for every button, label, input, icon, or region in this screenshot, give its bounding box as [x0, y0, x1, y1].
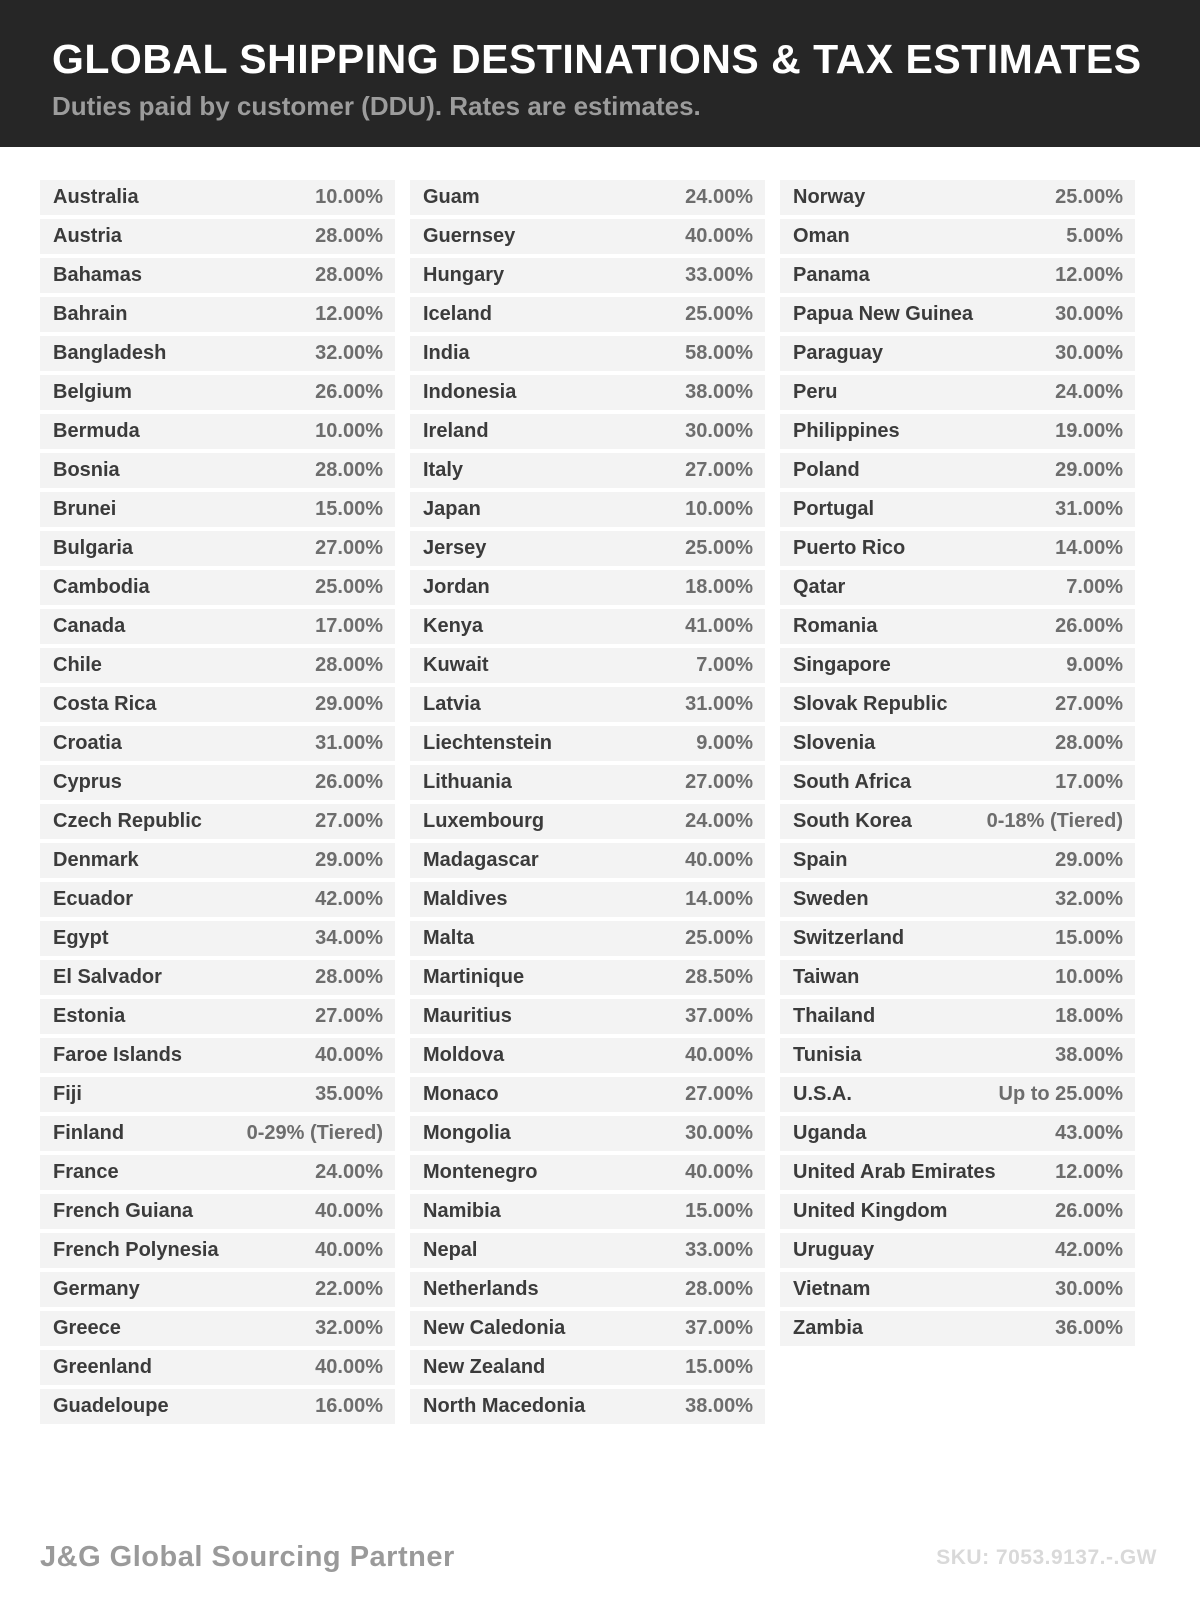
table-row [410, 1233, 765, 1268]
table-row [410, 531, 765, 566]
rate-column [410, 180, 765, 1424]
tax-rate-table [40, 180, 1165, 1424]
country-label: Egypt [53, 927, 109, 949]
country-label: Chile [53, 654, 102, 676]
rate-value: 41.00% [685, 615, 753, 637]
rate-value: 38.00% [685, 381, 753, 403]
table-row [780, 258, 1135, 293]
rate-value: 10.00% [685, 498, 753, 520]
country-label: Belgium [53, 381, 132, 403]
table-row [410, 1272, 765, 1307]
table-row [40, 1389, 395, 1424]
table-row [410, 180, 765, 215]
rate-value: 31.00% [1055, 498, 1123, 520]
table-row [780, 1272, 1135, 1307]
rate-value: 27.00% [685, 1083, 753, 1105]
rate-value: 40.00% [315, 1200, 383, 1222]
country-label: New Caledonia [423, 1317, 566, 1339]
table-row [780, 1233, 1135, 1268]
rate-value: 15.00% [315, 498, 383, 520]
rate-value: 37.00% [685, 1005, 753, 1027]
rate-value: 29.00% [1055, 459, 1123, 481]
table-row [780, 804, 1135, 839]
country-label: Romania [793, 615, 878, 637]
table-row [780, 297, 1135, 332]
rate-value: 40.00% [315, 1044, 383, 1066]
rate-value: 40.00% [685, 849, 753, 871]
country-label: Denmark [53, 849, 139, 871]
country-label: Cambodia [53, 576, 150, 598]
header-banner [0, 0, 1200, 147]
table-row [780, 1311, 1135, 1346]
rate-value: 14.00% [1055, 537, 1123, 559]
table-row [410, 765, 765, 800]
rate-value: 32.00% [315, 1317, 383, 1339]
country-label: Jersey [423, 537, 487, 559]
table-row [40, 258, 395, 293]
country-label: Estonia [53, 1005, 126, 1027]
country-label: South Africa [793, 771, 912, 793]
rate-value: 40.00% [685, 1161, 753, 1183]
table-row [40, 375, 395, 410]
rate-value: 38.00% [1055, 1044, 1123, 1066]
country-label: Guadeloupe [53, 1395, 169, 1417]
country-label: French Polynesia [53, 1239, 219, 1261]
country-label: Indonesia [423, 381, 517, 403]
rate-value: 25.00% [315, 576, 383, 598]
country-label: Madagascar [423, 849, 539, 871]
country-label: North Macedonia [423, 1395, 586, 1417]
country-label: Poland [793, 459, 860, 481]
table-row [40, 1194, 395, 1229]
table-row [780, 726, 1135, 761]
country-label: Croatia [53, 732, 122, 754]
table-row [40, 609, 395, 644]
rate-value: 29.00% [315, 849, 383, 871]
rate-value: 30.00% [685, 420, 753, 442]
country-label: Norway [793, 186, 866, 208]
country-label: Papua New Guinea [793, 303, 974, 325]
country-label: Netherlands [423, 1278, 539, 1300]
rate-value: 40.00% [685, 225, 753, 247]
table-row [780, 882, 1135, 917]
table-row [40, 1272, 395, 1307]
rate-value: 27.00% [1055, 693, 1123, 715]
table-row [40, 414, 395, 449]
table-row [410, 687, 765, 722]
country-label: Tunisia [793, 1044, 862, 1066]
country-label: Bermuda [53, 420, 140, 442]
table-row [410, 219, 765, 254]
rate-value: 28.50% [685, 966, 753, 988]
rate-value: 17.00% [1055, 771, 1123, 793]
rate-value: 29.00% [315, 693, 383, 715]
brand-label: J&G Global Sourcing Partner [40, 1541, 455, 1573]
rate-value: 42.00% [1055, 1239, 1123, 1261]
rate-value: 43.00% [1055, 1122, 1123, 1144]
rate-value: 15.00% [1055, 927, 1123, 949]
table-row [40, 180, 395, 215]
rate-value: 12.00% [315, 303, 383, 325]
rate-value: 58.00% [685, 342, 753, 364]
table-row [410, 492, 765, 527]
table-row [40, 219, 395, 254]
rate-value: 32.00% [315, 342, 383, 364]
country-label: Faroe Islands [53, 1044, 182, 1066]
country-label: South Korea [793, 810, 912, 832]
rate-value: 36.00% [1055, 1317, 1123, 1339]
table-row [780, 999, 1135, 1034]
rate-value: 18.00% [1055, 1005, 1123, 1027]
country-label: Moldova [423, 1044, 505, 1066]
table-row [410, 1194, 765, 1229]
rate-value: 31.00% [315, 732, 383, 754]
country-label: Martinique [423, 966, 525, 988]
table-row [780, 453, 1135, 488]
country-label: France [53, 1161, 119, 1183]
table-row [410, 1155, 765, 1190]
rate-value: 10.00% [315, 420, 383, 442]
country-label: Greece [53, 1317, 121, 1339]
rate-value: 10.00% [1055, 966, 1123, 988]
rate-value: 28.00% [315, 966, 383, 988]
country-label: Greenland [53, 1356, 152, 1378]
table-row [40, 999, 395, 1034]
country-label: Czech Republic [53, 810, 202, 832]
country-label: Panama [793, 264, 870, 286]
table-row [40, 1038, 395, 1073]
rate-value: 25.00% [685, 927, 753, 949]
country-label: Qatar [793, 576, 846, 598]
country-label: India [423, 342, 470, 364]
rate-value: 30.00% [1055, 303, 1123, 325]
table-row [410, 726, 765, 761]
table-row [410, 258, 765, 293]
rate-value: 38.00% [685, 1395, 753, 1417]
country-label: Latvia [423, 693, 481, 715]
country-label: Kenya [423, 615, 484, 637]
country-label: Kuwait [423, 654, 489, 676]
table-row [40, 1233, 395, 1268]
rate-value: 24.00% [685, 810, 753, 832]
table-row [780, 414, 1135, 449]
table-row [40, 960, 395, 995]
rate-value: 14.00% [685, 888, 753, 910]
rate-value: 40.00% [315, 1356, 383, 1378]
country-label: Luxembourg [423, 810, 545, 832]
rate-value: 0-18% (Tiered) [986, 810, 1123, 832]
rate-value: 25.00% [1055, 186, 1123, 208]
rate-value: 37.00% [685, 1317, 753, 1339]
rate-value: 30.00% [1055, 342, 1123, 364]
rate-value: 18.00% [685, 576, 753, 598]
table-row [410, 336, 765, 371]
country-label: Bosnia [53, 459, 120, 481]
country-label: Taiwan [793, 966, 860, 988]
table-row [410, 1077, 765, 1112]
table-row [410, 570, 765, 605]
table-row [780, 570, 1135, 605]
table-row [410, 804, 765, 839]
country-label: El Salvador [53, 966, 162, 988]
table-row [780, 1194, 1135, 1229]
table-row [40, 531, 395, 566]
rate-value: 26.00% [315, 771, 383, 793]
table-row [780, 219, 1135, 254]
rate-value: 26.00% [315, 381, 383, 403]
table-row [40, 843, 395, 878]
table-row [780, 765, 1135, 800]
table-row [40, 570, 395, 605]
table-row [410, 648, 765, 683]
table-row [40, 1077, 395, 1112]
table-row [410, 1311, 765, 1346]
rate-value: 24.00% [685, 186, 753, 208]
rate-value: 19.00% [1055, 420, 1123, 442]
rate-value: 40.00% [315, 1239, 383, 1261]
rate-value: 24.00% [1055, 381, 1123, 403]
country-label: Hungary [423, 264, 505, 286]
country-label: Austria [53, 225, 122, 247]
table-row [40, 297, 395, 332]
table-row [40, 336, 395, 371]
rate-value: Up to 25.00% [998, 1083, 1123, 1105]
table-row [40, 453, 395, 488]
table-row [410, 453, 765, 488]
table-row [780, 375, 1135, 410]
rate-value: 0-29% (Tiered) [246, 1122, 383, 1144]
country-label: Ecuador [53, 888, 134, 910]
country-label: Germany [53, 1278, 140, 1300]
rate-value: 42.00% [315, 888, 383, 910]
table-row [410, 843, 765, 878]
rate-column [780, 180, 1135, 1346]
table-row [780, 648, 1135, 683]
table-row [780, 1155, 1135, 1190]
table-row [40, 765, 395, 800]
country-label: Sweden [793, 888, 869, 910]
rate-value: 24.00% [315, 1161, 383, 1183]
country-label: Ireland [423, 420, 489, 442]
table-row [780, 531, 1135, 566]
country-label: Monaco [423, 1083, 499, 1105]
rate-value: 30.00% [1055, 1278, 1123, 1300]
table-row [780, 687, 1135, 722]
country-label: Slovak Republic [793, 693, 948, 715]
page-title: GLOBAL SHIPPING DESTINATIONS & TAX ESTIMATES [52, 36, 1142, 82]
country-label: Fiji [53, 1083, 82, 1105]
country-label: Zambia [793, 1317, 864, 1339]
table-row [410, 297, 765, 332]
country-label: Guam [423, 186, 480, 208]
country-label: Peru [793, 381, 838, 403]
country-label: Liechtenstein [423, 732, 552, 754]
country-label: New Zealand [423, 1356, 546, 1378]
rate-value: 28.00% [685, 1278, 753, 1300]
rate-value: 27.00% [315, 810, 383, 832]
table-row [40, 1350, 395, 1385]
country-label: Malta [423, 927, 475, 949]
rate-value: 30.00% [685, 1122, 753, 1144]
table-row [40, 492, 395, 527]
table-row [40, 1311, 395, 1346]
country-label: Uruguay [793, 1239, 875, 1261]
table-row [780, 1038, 1135, 1073]
rate-value: 9.00% [696, 732, 753, 754]
rate-value: 26.00% [1055, 1200, 1123, 1222]
country-label: Bulgaria [53, 537, 134, 559]
rate-value: 40.00% [685, 1044, 753, 1066]
table-row [780, 609, 1135, 644]
rate-value: 22.00% [315, 1278, 383, 1300]
table-row [410, 1350, 765, 1385]
table-row [780, 336, 1135, 371]
country-label: Finland [53, 1122, 125, 1144]
country-label: Italy [423, 459, 464, 481]
table-row [780, 843, 1135, 878]
sku-label: SKU: 7053.9137.-.GW [936, 1546, 1157, 1569]
rate-value: 9.00% [1066, 654, 1123, 676]
table-row [40, 1155, 395, 1190]
country-label: Vietnam [793, 1278, 871, 1300]
country-label: Slovenia [793, 732, 876, 754]
table-row [410, 1389, 765, 1424]
country-label: Singapore [793, 654, 891, 676]
country-label: Montenegro [423, 1161, 538, 1183]
rate-value: 25.00% [685, 537, 753, 559]
rate-value: 28.00% [1055, 732, 1123, 754]
table-row [40, 1116, 395, 1151]
country-label: Mongolia [423, 1122, 511, 1144]
country-label: Nepal [423, 1239, 478, 1261]
rate-value: 29.00% [1055, 849, 1123, 871]
country-label: U.S.A. [793, 1083, 852, 1105]
country-label: Guernsey [423, 225, 516, 247]
table-row [410, 882, 765, 917]
rate-value: 33.00% [685, 264, 753, 286]
table-row [40, 726, 395, 761]
rate-value: 31.00% [685, 693, 753, 715]
table-row [780, 960, 1135, 995]
table-row [780, 1116, 1135, 1151]
rate-value: 32.00% [1055, 888, 1123, 910]
table-row [780, 921, 1135, 956]
table-row [780, 1077, 1135, 1112]
rate-column [40, 180, 395, 1424]
country-label: Mauritius [423, 1005, 512, 1027]
country-label: Namibia [423, 1200, 501, 1222]
table-row [410, 1116, 765, 1151]
table-row [410, 1038, 765, 1073]
rate-value: 12.00% [1055, 1161, 1123, 1183]
country-label: Puerto Rico [793, 537, 906, 559]
page-subtitle: Duties paid by customer (DDU). Rates are estimates. [52, 91, 701, 121]
country-label: Uganda [793, 1122, 867, 1144]
country-label: Philippines [793, 420, 900, 442]
rate-value: 27.00% [685, 459, 753, 481]
country-label: Costa Rica [53, 693, 157, 715]
rate-value: 27.00% [685, 771, 753, 793]
rate-value: 15.00% [685, 1356, 753, 1378]
country-label: Australia [53, 186, 139, 208]
rate-value: 16.00% [315, 1395, 383, 1417]
rate-value: 25.00% [685, 303, 753, 325]
rate-value: 7.00% [696, 654, 753, 676]
table-row [410, 609, 765, 644]
table-row [780, 492, 1135, 527]
rate-value: 28.00% [315, 264, 383, 286]
rate-value: 12.00% [1055, 264, 1123, 286]
country-label: Portugal [793, 498, 875, 520]
country-label: United Kingdom [793, 1200, 948, 1222]
country-label: Switzerland [793, 927, 905, 949]
country-label: Cyprus [53, 771, 122, 793]
country-label: Bangladesh [53, 342, 167, 364]
rate-value: 28.00% [315, 654, 383, 676]
rate-value: 33.00% [685, 1239, 753, 1261]
table-row [40, 804, 395, 839]
table-row [410, 921, 765, 956]
country-label: Spain [793, 849, 848, 871]
rate-value: 15.00% [685, 1200, 753, 1222]
table-row [780, 180, 1135, 215]
rate-value: 34.00% [315, 927, 383, 949]
country-label: French Guiana [53, 1200, 194, 1222]
country-label: Japan [423, 498, 481, 520]
rate-value: 26.00% [1055, 615, 1123, 637]
rate-value: 27.00% [315, 537, 383, 559]
rate-value: 28.00% [315, 225, 383, 247]
country-label: Maldives [423, 888, 508, 910]
country-label: Brunei [53, 498, 117, 520]
table-row [410, 960, 765, 995]
country-label: Iceland [423, 303, 492, 325]
rate-value: 27.00% [315, 1005, 383, 1027]
table-row [40, 921, 395, 956]
country-label: Jordan [423, 576, 490, 598]
country-label: United Arab Emirates [793, 1161, 996, 1183]
table-row [40, 648, 395, 683]
country-label: Lithuania [423, 771, 512, 793]
country-label: Paraguay [793, 342, 884, 364]
country-label: Bahrain [53, 303, 128, 325]
rate-value: 28.00% [315, 459, 383, 481]
rate-value: 7.00% [1066, 576, 1123, 598]
rate-value: 10.00% [315, 186, 383, 208]
country-label: Oman [793, 225, 850, 247]
country-label: Canada [53, 615, 126, 637]
country-label: Thailand [793, 1005, 876, 1027]
rate-value: 35.00% [315, 1083, 383, 1105]
table-row [410, 414, 765, 449]
table-row [410, 375, 765, 410]
country-label: Bahamas [53, 264, 142, 286]
table-row [40, 687, 395, 722]
rate-value: 17.00% [315, 615, 383, 637]
table-row [40, 882, 395, 917]
rate-value: 5.00% [1066, 225, 1123, 247]
table-row [410, 999, 765, 1034]
